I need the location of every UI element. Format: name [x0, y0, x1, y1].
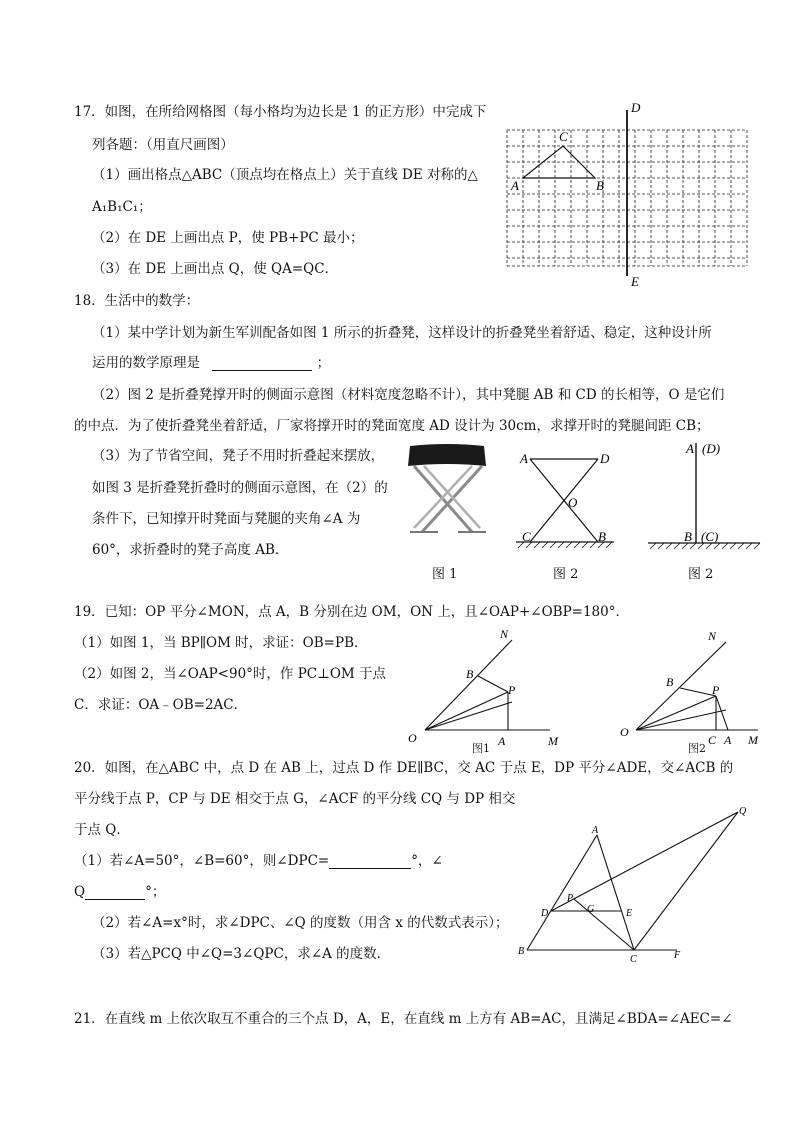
label-c: C: [559, 129, 568, 144]
caption-fig-1: 图 1: [432, 567, 458, 582]
q17-line-5: （2）在 DE 上画出点 P，使 PB+PC 最小；: [92, 230, 364, 246]
q20-label-a: A: [592, 825, 599, 836]
q20-line-4-text: （1）若∠A=50°，∠B=60°，则∠DPC=: [74, 853, 330, 869]
stool-photo: [402, 440, 492, 540]
q19f1-label-m: M: [548, 734, 558, 748]
q19f2-label-c: C: [708, 733, 717, 747]
q20-line-7: （3）若△PCQ 中∠Q=3∠QPC，求∠A 的度数．: [92, 946, 391, 962]
caption-fig-3: 图 2: [688, 567, 714, 582]
q21-line-1: 21．在直线 m 上依次取互不重合的三个点 D，A，E，在直线 m 上方有 AB=AC，且满足∠BDA=∠AEC=∠: [74, 1011, 733, 1027]
q20-label-c: C: [630, 954, 637, 965]
q19f1-label-a: A: [498, 734, 506, 748]
fig3-label-d: (D): [702, 441, 721, 456]
label-e: E: [631, 274, 639, 289]
stool-folded-diagram: [644, 435, 764, 553]
q20-q-blank[interactable]: [85, 886, 145, 900]
fig3-label-c: (C): [701, 529, 719, 544]
q19-line-4: C．求证：OA﹣OB=2AC．: [74, 697, 248, 713]
q20-line-5: [74, 884, 165, 900]
q17-line-4: A₁B₁C₁；: [92, 199, 152, 215]
q20-label-f: F: [674, 950, 681, 961]
q20-line-6: （2）若∠A=x°时，求∠DPC、∠Q 的度数（用含 x 的代数式表示）；: [92, 915, 509, 931]
q19f2-label-a: A: [724, 733, 732, 747]
fig2-label-b: B: [598, 529, 606, 544]
q19f1-label-n: N: [500, 627, 509, 641]
fig2-label-c: C: [522, 529, 531, 544]
q19-line-3: （2）如图 2，当∠OAP<90°时，作 PC⊥OM 于点: [74, 666, 387, 682]
q19-line-2: （1）如图 1，当 BP∥OM 时，求证：OB=PB．: [74, 635, 368, 651]
q19-caption-1: 图1: [472, 742, 490, 755]
q19-caption-2: 图2: [688, 742, 706, 755]
q20-line-4: [74, 853, 443, 869]
q17-line-6: （3）在 DE 上画出点 Q，使 QA=QC．: [92, 261, 339, 277]
q19f2-label-b: B: [666, 675, 674, 689]
label-a: A: [511, 178, 519, 193]
q18-line-9: 60°，求折叠时的凳子高度 AB．: [92, 542, 289, 558]
q18-line-5: 的中点．为了使折叠凳坐着舒适，厂家将撑开时的凳面宽度 AD 设计为 30cm，求撑开时的凳腿间距 CB；: [74, 418, 710, 434]
q20-line-5-end: °；: [145, 884, 166, 900]
fig3-label-a: A: [686, 441, 694, 456]
q20-line-4-end: °，∠: [411, 853, 443, 869]
fig2-label-a: A: [520, 451, 528, 466]
fig2-label-o: O: [568, 495, 578, 510]
q20-label-b: B: [518, 946, 525, 957]
label-b: B: [596, 178, 604, 193]
q20-line-1: 20．如图，在△ABC 中，点 D 在 AB 上，过点 D 作 DE∥BC，交 AC 于点 E，DP 平分∠ADE，交∠ACB 的: [74, 760, 734, 776]
q20-dpc-blank[interactable]: [329, 855, 411, 869]
q17-grid-figure: [500, 98, 760, 290]
q19f2-label-m: M: [748, 733, 758, 747]
q18-line-7: 如图 3 是折叠凳折叠时的侧面示意图，在（2）的: [92, 480, 388, 496]
q19f2-label-p: P: [712, 683, 720, 697]
stool-seat: [408, 444, 486, 466]
q20-line-2: 平分线于点 P，CP 与 DE 相交于点 G，∠ACF 的平分线 CQ 与 DP 相交: [74, 791, 516, 807]
q19-figure-1: [400, 622, 570, 754]
q17-line-3: （1）画出格点△ABC（顶点均在格点上）关于直线 DE 对称的△: [92, 167, 478, 183]
label-d: D: [631, 100, 641, 115]
q18-line-6: （3）为了节省空间，凳子不用时折叠起来摆放，: [92, 448, 385, 464]
q18-line-1: 18．生活中的数学：: [74, 293, 200, 309]
caption-fig-2: 图 2: [553, 567, 579, 582]
q19f1-label-p: P: [508, 683, 516, 697]
q20-label-e: E: [626, 908, 633, 919]
fig2-label-d: D: [600, 451, 610, 466]
q20-line-3: 于点 Q．: [74, 822, 130, 838]
fig3-label-b: B: [684, 529, 692, 544]
q19-figure-2: [618, 622, 788, 754]
q20-label-g: G: [587, 904, 595, 915]
q19-line-1: 19．已知：OP 平分∠MON，点 A，B 分别在边 OM，ON 上，且∠OAP+∠OBP=180°．: [74, 604, 629, 620]
q20-figure: [512, 800, 762, 965]
q20-line-5-q: Q: [74, 884, 86, 900]
q18-answer-blank[interactable]: [212, 357, 312, 371]
q20-label-d: D: [541, 908, 549, 919]
q20-label-p: P: [567, 893, 574, 904]
q18-line-3-text: 运用的数学原理是: [92, 355, 200, 371]
q18-line-8: 条件下，已知撑开时凳面与凳腿的夹角∠A 为: [92, 511, 361, 527]
q18-line-3: [92, 355, 330, 371]
q18-line-2: （1）某中学计划为新生军训配备如图 1 所示的折叠凳，这样设计的折叠凳坐着舒适、稳定，这种设计所: [92, 325, 712, 341]
q18-line-3-end: ；: [316, 355, 331, 371]
q17-line-1: 17．如图，在所给网格图（每小格均为边长是 1 的正方形）中完成下: [74, 104, 487, 120]
q20-label-q: Q: [739, 806, 747, 817]
q19f1-label-o: O: [408, 731, 417, 745]
q19f2-label-n: N: [708, 629, 717, 643]
q18-line-4: （2）图 2 是折叠凳撑开时的侧面示意图（材料宽度忽略不计），其中凳腿 AB 和 CD 的长相等，O 是它们: [92, 387, 725, 403]
q19f1-label-b: B: [466, 667, 474, 681]
q17-line-2: 列各题：（用直尺画图）: [92, 137, 234, 153]
q19f2-label-o: O: [620, 725, 629, 739]
stool-open-diagram: [510, 445, 620, 553]
